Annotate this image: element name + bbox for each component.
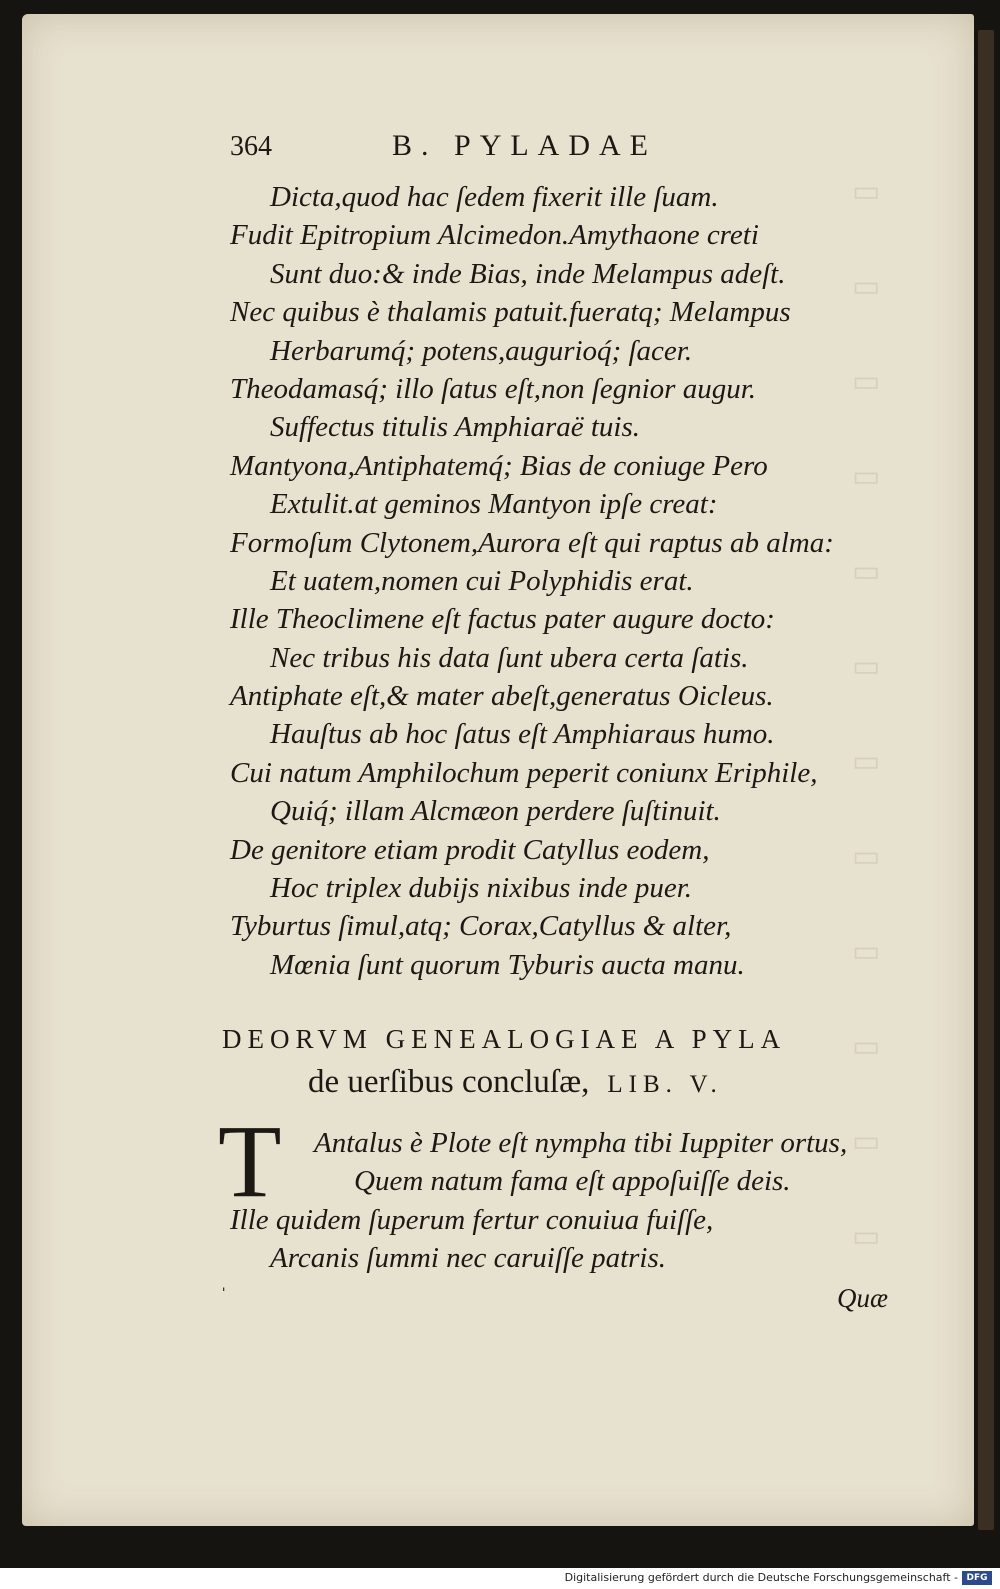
verse-line: Nec quibus è thalamis patuit.fueratq; Melampus: [230, 296, 791, 329]
running-head: B. PYLADAE: [392, 129, 658, 162]
verse-line: Herbarumq́; potens,augurioq́; ſacer.: [270, 334, 693, 367]
heading-line-2: [222, 1060, 922, 1104]
drop-cap-initial: T: [218, 1104, 282, 1219]
verse-line: Antalus è Plote eſt nympha tibi Iuppiter ortus,: [314, 1127, 848, 1159]
verse-line: Ille quidem ſuperum fertur conuiua fuiſſe,: [230, 1203, 714, 1236]
verse-line: Extulit.at geminos Mantyon ipſe creat:: [270, 488, 718, 521]
verse-line: Nec tribus his data ſunt ubera certa ſatis.: [270, 641, 749, 674]
verse-line: Mantyona,Antiphatemq́; Bias de coniuge Pero: [230, 449, 768, 482]
verse-line: Cui natum Amphilochum peperit coniunx Eriphile,: [230, 756, 818, 789]
page-edge: [978, 30, 994, 1530]
verse-line: Arcanis ſummi nec caruiſſe patris.: [270, 1242, 667, 1275]
verse-block-bottom: [230, 1124, 910, 1278]
verse-line: Hauſtus ab hoc ſatus eſt Amphiaraus humo.: [270, 718, 775, 751]
verse-line: Tyburtus ſimul,atq; Corax,Catyllus & alter,: [230, 910, 732, 943]
verse-line: Hoc triplex dubijs nixibus inde puer.: [270, 872, 693, 905]
verse-line: Theodamasq́; illo ſatus eſt,non ſegnior augur.: [230, 372, 757, 405]
verse-line: Fudit Epitropium Alcimedon.Amythaone creti: [230, 219, 759, 252]
heading-book-number: LIB. V.: [607, 1071, 723, 1098]
heading-subtitle: de uerſibus concluſæ,: [308, 1064, 590, 1100]
section-heading: [222, 1018, 922, 1104]
page-header: [230, 125, 710, 169]
digitization-footer: [0, 1568, 1000, 1589]
verse-line: Et uatem,nomen cui Polyphidis erat.: [270, 564, 694, 597]
margin-mark: ˈ: [220, 1283, 228, 1308]
verse-line: Ille Theoclimene eſt factus pater augure docto:: [230, 603, 775, 636]
verse-line: Mœnia ſunt quorum Tyburis aucta manu.: [270, 948, 745, 981]
verse-line: Antiphate eſt,& mater abeſt,generatus Oicleus.: [230, 680, 774, 713]
dfg-logo: DFG: [962, 1571, 992, 1585]
footer-credit: Digitalisierung gefördert durch die Deutsche Forschungsgemeinschaft -: [564, 1571, 958, 1584]
verse-line: Suffectus titulis Amphiaraë tuis.: [270, 411, 641, 444]
verse-line: Formoſum Clytonem,Aurora eſt qui raptus ab alma:: [230, 526, 834, 559]
verse-line: Quem natum fama eſt appoſuiſſe deis.: [354, 1165, 791, 1198]
verse-block-top: [230, 178, 890, 984]
page-number: 364: [230, 131, 272, 162]
verse-line: Sunt duo:& inde Bias, inde Melampus adeſt.: [270, 257, 786, 290]
verse-line: Dicta,quod hac ſedem fixerit ille ſuam.: [270, 181, 719, 213]
heading-line-1: DEORVM GENEALOGIAE A PYLA: [222, 1024, 787, 1054]
show-through-text: ▭ ▭ ▭ ▭ ▭ ▭ ▭ ▭ ▭ ▭ ▭ ▭: [852, 175, 881, 1253]
verse-line: Quiq́; illam Alcmæon perdere ſuſtinuit.: [270, 795, 721, 828]
verse-line: De genitore etiam prodit Catyllus eodem,: [230, 833, 710, 866]
catchword: Quæ: [837, 1283, 889, 1313]
